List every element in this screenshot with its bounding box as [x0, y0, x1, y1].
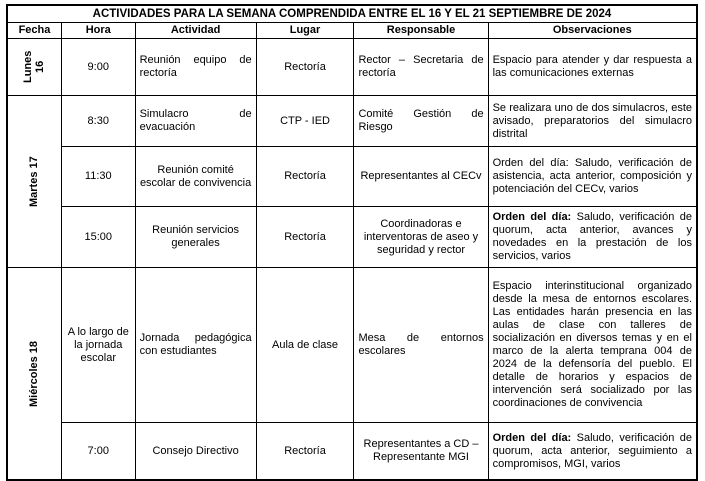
header-row — [7, 23, 697, 39]
activity-cell: Reunión equipo de rectoría — [135, 39, 256, 96]
activity-cell: Reunión comité escolar de convivencia — [135, 147, 256, 207]
observations-bold-prefix: Orden del día: — [492, 211, 572, 223]
day-cell-lunes-16 — [7, 39, 61, 96]
observations-text: Saludo, verificación de quorum, acta anterior, seguimiento a compromisos, MGI, varios — [492, 431, 692, 470]
responsible-cell: Comité Gestión de Riesgo — [354, 96, 488, 147]
time-cell: 7:00 — [61, 423, 135, 481]
day-label: Martes 17 — [28, 156, 41, 207]
document-title: ACTIVIDADES PARA LA SEMANA COMPRENDIDA ENTRE EL 16 Y EL 21 SEPTIEMBRE DE 2024 — [7, 5, 697, 23]
observations-cell — [488, 268, 697, 423]
day-cell-martes-17 — [7, 96, 61, 268]
responsible-cell: Representantes al CECv — [354, 147, 488, 207]
observations-cell — [488, 423, 697, 481]
observations-cell — [488, 39, 697, 96]
observations-cell — [488, 147, 697, 207]
activity-cell: Reunión servicios generales — [135, 207, 256, 268]
table-row — [7, 96, 697, 147]
observations-cell — [488, 207, 697, 268]
activity-cell: Consejo Directivo — [135, 423, 256, 481]
table-row — [7, 147, 697, 207]
col-header-responsable: Responsable — [354, 23, 488, 39]
activity-cell: Simulacro de evacuación — [135, 96, 256, 147]
activity-cell: Jornada pedagógica con estudiantes — [135, 268, 256, 423]
observations-text: Se realizara uno de dos simulacros, este avisado, preparatorios del simulacro distrital — [492, 101, 692, 140]
weekly-activities-table — [6, 4, 698, 481]
observations-text: Saludo, verificación de quorum, acta anterior, avances y novedades en la prestación de los servicios, varios — [492, 211, 692, 262]
observations-text: Espacio para atender y dar respuesta a las comunicaciones externas — [492, 54, 692, 79]
day-label: Miércoles 18 — [28, 340, 41, 407]
col-header-observaciones: Observaciones — [488, 23, 697, 39]
col-header-hora: Hora — [61, 23, 135, 39]
col-header-fecha: Fecha — [7, 23, 61, 39]
table-title-row — [7, 5, 697, 23]
table-row — [7, 39, 697, 96]
location-cell: Rectoría — [256, 423, 354, 481]
col-header-lugar: Lugar — [256, 23, 354, 39]
time-cell: 8:30 — [61, 96, 135, 147]
table-row — [7, 268, 697, 423]
observations-text: Orden del día: Saludo, verificación de asistencia, acta anterior, composición y potenciación del CECv, varios — [492, 157, 692, 195]
responsible-cell: Representantes a CD – Representante MGI — [354, 423, 488, 481]
responsible-cell: Rector – Secretaria de rectoría — [354, 39, 488, 96]
responsible-cell: Mesa de entornos escolares — [354, 268, 488, 423]
location-cell: Rectoría — [256, 147, 354, 207]
table-row — [7, 423, 697, 481]
time-cell: 9:00 — [61, 39, 135, 96]
observations-bold-prefix: Orden del día: — [492, 431, 572, 444]
observations-text: Espacio interinstitucional organizado desde la mesa de entornos escolares. Las entidades harán presencia en las aulas de clase con talleres de socialización en diversos temas y en el marco de la alerta temprana 004 de 2024 de la defensoría del pueblo. El detalle de horarios y espacios de intervención será socializado por las coordinaciones de convivencia — [492, 280, 692, 409]
table-row — [7, 207, 697, 268]
observations-cell — [488, 96, 697, 147]
time-cell: 11:30 — [61, 147, 135, 207]
col-header-actividad: Actividad — [135, 23, 256, 39]
day-label: Lunes 16 — [22, 50, 47, 84]
location-cell: Rectoría — [256, 39, 354, 96]
location-cell: Rectoría — [256, 207, 354, 268]
day-cell-miercoles-18 — [7, 268, 61, 481]
location-cell: CTP - IED — [256, 96, 354, 147]
responsible-cell: Coordinadoras e interventoras de aseo y seguridad y rector — [354, 207, 488, 268]
time-cell: A lo largo de la jornada escolar — [61, 268, 135, 423]
time-cell: 15:00 — [61, 207, 135, 268]
location-cell: Aula de clase — [256, 268, 354, 423]
